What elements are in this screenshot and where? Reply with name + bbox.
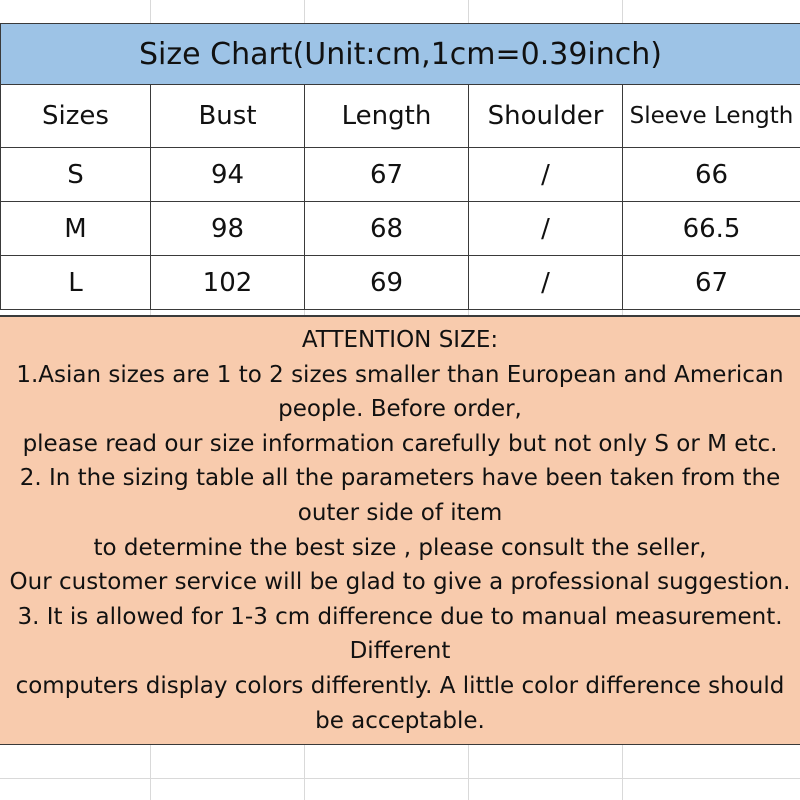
table-cell: 94 [151,148,305,202]
table-cell: 69 [305,256,469,310]
table-cell: / [469,256,623,310]
attention-notice [0,315,800,745]
notice-line: to determine the best size , please consult the seller, [93,534,707,561]
table-row [1,256,800,310]
table-cell: 66 [623,148,800,202]
notice-line: 3. It is allowed for 1-3 cm difference due to manual measurement. [17,603,783,630]
notice-heading: ATTENTION SIZE: [301,327,499,353]
column-header-sleeve-length: Sleeve Length [623,85,800,148]
notice-line: 1.Asian sizes are 1 to 2 sizes smaller than European and American [16,361,784,388]
table-cell: S [1,148,151,202]
table-header-row [1,85,800,148]
size-chart-title: Size Chart(Unit:cm,1cm=0.39inch) [1,24,800,85]
column-header-sizes: Sizes [1,85,151,148]
table-row [1,148,800,202]
table-cell: / [469,202,623,256]
notice-line: computers display colors differently. A little color difference should [15,672,785,699]
column-header-shoulder: Shoulder [469,85,623,148]
notice-line: outer side of item [297,499,503,526]
column-header-length: Length [305,85,469,148]
table-cell: 67 [305,148,469,202]
table-row [1,202,800,256]
table-cell: L [1,256,151,310]
table-cell: 102 [151,256,305,310]
gridline [0,778,800,779]
notice-line: Different [349,638,451,665]
table-cell: 68 [305,202,469,256]
column-header-bust: Bust [151,85,305,148]
notice-line: please read our size information carefully but not only S or M etc. [22,430,778,457]
table-cell: 98 [151,202,305,256]
table-cell: M [1,202,151,256]
notice-line: 2. In the sizing table all the parameters have been taken from the [19,465,781,492]
table-cell: 67 [623,256,800,310]
table-cell: 66.5 [623,202,800,256]
size-chart-table [0,23,800,310]
notice-line: be acceptable. [315,707,485,734]
notice-line: people. Before order, [278,396,522,423]
notice-line: Our customer service will be glad to give a professional suggestion. [9,569,791,596]
table-cell: / [469,148,623,202]
